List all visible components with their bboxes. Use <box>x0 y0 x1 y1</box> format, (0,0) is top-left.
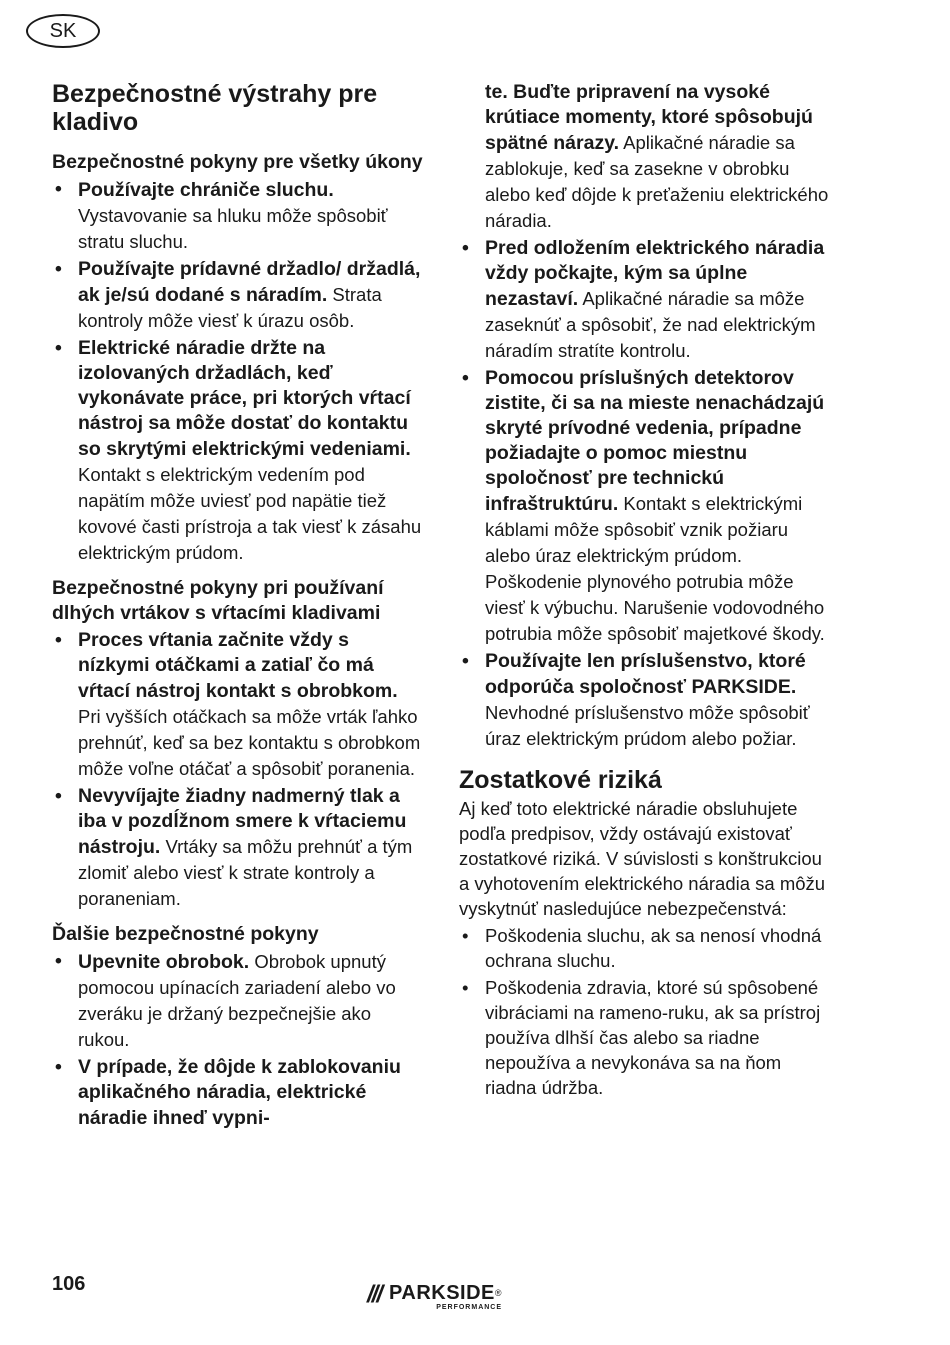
right-column <box>459 80 831 1110</box>
subsection-heading: Bezpečnostné pokyny pri používaní dlhých vrtákov s vŕtacími kladivami <box>52 577 384 624</box>
logo-brand: PARKSIDE® <box>389 1282 503 1304</box>
residual-risk-intro: Aj keď toto elektrické náradie obsluhujete podľa predpisov, vždy ostávajú existovať zostatkové riziká. V súvislosti s konštrukciou a vyhotovením elektrického náradia sa môžu vyskytnúť nasledujúce nebezpečenstvá: <box>459 798 826 919</box>
subsection-heading: Ďalšie bezpečnostné pokyny <box>52 923 319 945</box>
page-number: 106 <box>52 1273 86 1295</box>
list-item: • Poškodenia sluchu, ak sa nenosí vhodná ochrana sluchu. <box>462 925 822 971</box>
section-title: Bezpečnostné výstrahy pre kladivo <box>52 80 378 136</box>
safety-list <box>52 949 424 1131</box>
safety-list-continued <box>459 80 831 752</box>
section-title: Zostatkové riziká <box>459 766 662 794</box>
list-item: • Pomocou príslušných detektorov zistite, či sa na mieste nenachádzajú skryté prívodné vedenia, prípadne požiadajte o pomoc miestnu spoločnosť pre technickú infraštruktúru. Kontakt s elektrickými káblami môže spôsobiť vznik požiaru alebo úraz elektrickým prúdom. Poškodenie plynového potrubia môže viesť k výbuchu. Narušenie vodovodného potrubia môže spôsobiť majetkové škody. <box>462 367 825 644</box>
list-item: • Nevyvíjajte žiadny nadmerný tlak a iba v pozdĺžnom smere k vŕtaciemu nástroju. Vrtáky sa môžu prehnúť a tým zlomiť alebo viesť k strate kontroly a poraneniam. <box>55 785 413 909</box>
left-column <box>52 80 424 1141</box>
list-item: • Elektrické náradie držte na izolovaných držadlách, keď vykonávate práce, pri ktorých vŕtací nástroj sa môže dostať do kontaktu so skrytými elektrickými vedeniami. Kontakt s elektrickým vedením pod napätím môže uviesť pod napätie tiež kovové časti prístroja a tak viesť k zásahu elektrickým prúdom. <box>55 337 422 563</box>
logo-subtitle: PERFORMANCE <box>436 1304 503 1311</box>
list-item: • V prípade, že dôjde k zablokovaniu aplikačného náradia, elektrické náradie ihneď vypni- <box>55 1056 401 1129</box>
list-item: • Používajte len príslušenstvo, ktoré odporúča spoločnosť PARKSIDE. Nevhodné príslušenstvo môže spôsobiť úraz elektrickým prúdom alebo požiar. <box>462 650 810 749</box>
list-item-continued: te. Buďte pripravení na vysoké krútiace momenty, ktoré spôsobujú spätné nárazy. Aplikačné náradie sa zablokuje, keď sa zasekne v obrobku alebo keď dôjde k preťaženiu elektrického náradia. <box>485 81 829 231</box>
list-item: • Používajte prídavné držadlo/ držadlá, ak je/sú dodané s náradím. Strata kontroly môže viesť k úrazu osôb. <box>55 258 421 331</box>
list-item: • Proces vŕtania začnite vždy s nízkymi otáčkami a zatiaľ čo má vŕtací nástroj kontakt s obrobkom. Pri vyšších otáčkach sa môže vrták ľahko prehnúť, keď sa bez kontaktu s obrobkom môže voľne otáčať a spôsobiť poranenia. <box>55 629 421 779</box>
language-badge: SK <box>26 14 100 48</box>
safety-list <box>52 628 424 912</box>
subsection-heading: Bezpečnostné pokyny pre všetky úkony <box>52 151 423 173</box>
list-item: • Upevnite obrobok. Obrobok upnutý pomocou upínacích zariadení alebo vo zveráku je držaný bezpečnejšie ako rukou. <box>55 950 396 1050</box>
list-item: • Používajte chrániče sluchu. Vystavovanie sa hluku môže spôsobiť stratu sluchu. <box>55 178 388 252</box>
list-item: • Poškodenia zdravia, ktoré sú spôsobené vibráciami na rameno-ruku, ak sa prístroj používa dlhší čas alebo sa riadne nepoužíva a nevykonáva sa na ňom riadna údržba. <box>462 977 821 1098</box>
list-item: • Pred odložením elektrického náradia vždy počkajte, kým sa úplne nezastaví. Aplikačné náradie sa môže zaseknúť a spôsobiť, že nad elektrickým náradím stratíte kontrolu. <box>462 237 825 361</box>
parkside-logo <box>367 1283 502 1313</box>
logo-slashes-icon: /// <box>367 1281 382 1308</box>
safety-list <box>52 177 424 566</box>
residual-risk-list <box>459 923 831 1100</box>
